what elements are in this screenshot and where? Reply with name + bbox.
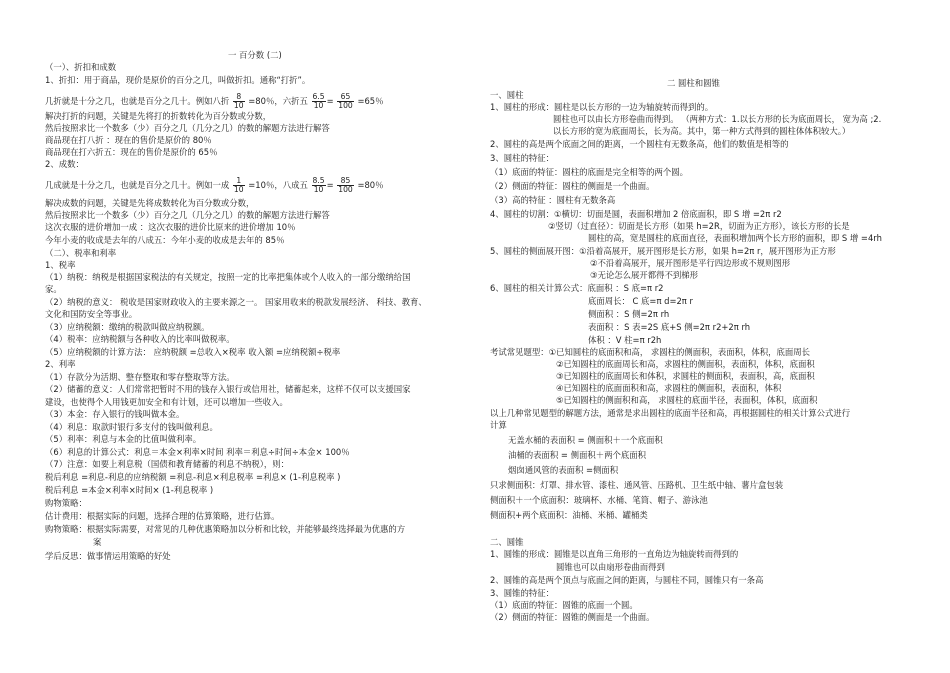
text-line: 1、圆锥的形成：圆锥是以直角三角形的一直角边为轴旋转而得到的 [490,549,739,559]
heading: 一、圆柱 [490,90,524,100]
text-line: 6、圆柱的相关计算公式：底面积 ：S 底=π r2 [490,283,664,293]
text-line: （2）储蓄的意义：人们常常把暂时不用的钱存入银行或信用社，储蓄起来，这样不仅可以支援国家 [45,384,411,394]
formula-line: 几折就是十分之几，也就是百分之几十。例如八折 $\frac{8}{10}$ =80％，六折五 $\frac{6.5}{10}$ = $\frac{65}{100}$ =65％ [45,92,384,110]
text-line: 然后按照求比一个数多（少）百分之几（几分之几）的数的解题方法进行解答 [45,210,330,220]
heading: 购物策略： [45,498,87,508]
text-line: ②竖切（过直径）：切面是长方形（如果 h=2R，切面为正方形），该长方形的长是 [548,221,850,231]
text-line: （2）侧面的特征：圆锥的侧面是一个曲面。 [490,612,655,622]
text-line: 无盖水桶的表面积 = 侧面积＋一个底面积 [508,435,663,445]
section-title: 一 百分数 (二) [228,50,282,60]
text-line: 圆柱也可以由长方形卷曲而得到。 （两种方式：1.以长方形的长为底面周长， 宽为高 ;2. [553,114,882,124]
text-line: （7）注意：如要上利息税（国债和教育储蓄的利息不纳税），则： [45,459,290,469]
text-line: 解决打折的问题，关键是先将打的折数转化为百分数或分数， [45,111,272,121]
formula-line: 底面周长： C 底=π d=2π r [588,296,693,306]
text-fragment: 几成就是十分之几，也就是百分之几十。例如一成 [45,180,230,190]
text-line: 估计费用：根据实际的问题，选择合理的估算策略，进行估算。 [45,511,280,521]
text-line: 圆柱的高，宽是圆柱的底面直径，表面积增加两个长方形的面积，即 S 增 =4rh [588,233,882,243]
text-line: 侧面积+两个底面积：油桶、米桶、罐桶类 [490,510,648,520]
text-line: 2、圆锥的高是两个顶点与底面之间的距离，与圆柱不同，圆锥只有一条高 [490,575,764,585]
text-fragment: =80％ [357,180,384,190]
text-line: 建设，也使得个人用钱更加安全和有计划，还可以增加一些收入。 [45,397,288,407]
text-line: 税后利息 =利息-利息的应纳税额 =利息-利息×利息税率 =利息× (1-利息税率 ) [45,472,341,482]
heading: 1、税率 [45,260,76,270]
text-line: 1、折扣：用于商品，现价是原价的百分之几，叫做折扣。通称“打折”。 [45,75,311,85]
text-line: 然后按照求比一个数多（少）百分之几（几分之几）的数的解题方法进行解答 [45,123,330,133]
text-line: 1、圆柱的形成：圆柱是以长方形的一边为轴旋转而得到的。 [490,102,714,112]
text-line: 烟囱通风管的表面积 =侧面积 [508,465,619,475]
formula-line: 几成就是十分之几，也就是百分之几十。例如一成 $\frac{1}{10}$ =10％，八成五 $\frac{8.5}{10}$ = $\frac{85}{100}$ =80％ [45,176,384,194]
text-line: 4、圆柱的切割：①横切：切面是圆，表面积增加 2 倍底面积，即 S 增 =2π r2 [490,209,782,219]
text-line: ②已知圆柱的底面周长和高，求圆柱的侧面积，表面积，体积，底面积 [556,359,815,369]
fraction: $\frac{8.5}{10}$ [312,176,325,194]
text-line: 这次衣服的进价增加一成 ：这次衣服的进价比原来的进价增加 10％ [45,222,296,232]
text-line: 圆锥也可以由扇形卷曲而得到 [556,562,665,572]
text-line: （6）利息的计算公式：利息＝本金×利率×时间 利率＝利息÷时间÷本金× 100％ [45,447,350,457]
text-line: 购物策略：根据实际需要，对常见的几种优惠策略加以分析和比较，并能够最终选择最为优惠的方 [45,524,406,534]
fraction: $\frac{65}{100}$ [338,92,353,110]
section-title: 二 圆柱和圆锥 [667,78,720,88]
formula-line: 侧面积 ：S 侧=2π rh [588,309,670,319]
text-line: ⑤已知圆柱的侧面积和高， 求圆柱的底面半径，表面积，体积，底面积 [556,395,818,405]
text-line: ④已知圆柱的底面面积和高，求圆柱的侧面积，表面积，体积 [556,383,782,393]
text-line: 考试常见题型：①已知圆柱的底面积和高， 求圆柱的侧面积，表面积，体积，底面周长 [490,347,811,357]
text-line: ③无论怎么展开都得不到梯形 [590,270,699,280]
text-line: 以上几种常见题型的解题方法，通常是求出圆柱的底面半径和高，再根据圆柱的相关计算公式进行 [490,408,851,418]
text-line: （3）高的特征 ：圆柱有无数条高 [490,195,616,205]
text-line: 商品现在打六折五：现在的售价是原价的 65％ [45,147,218,157]
text-fragment: =65％ [357,96,384,106]
text-line: 只求侧面积：灯罩、排水管、漆柱、通风管、压路机、卫生纸中轴、薯片盒包装 [490,480,784,490]
formula-line: 表面积 ：S 表=2S 底+S 侧=2π r2+2π rh [588,322,751,332]
text-line: 案 [93,537,102,547]
text-line: （5）应纳税额的计算方法： 应纳税额 =总收入×税率 收入额 =应纳税额÷税率 [45,347,341,357]
text-line: （5）利率：利息与本金的比值叫做利率。 [45,434,202,444]
text-line: 5、圆柱的侧面展开图：①沿着高展开，展开图形是长方形，如果 h=2π r，展开图形为正方形 [490,246,836,256]
text-fragment: 几折就是十分之几，也就是百分之几十。例如八折 [45,96,230,106]
text-line: 文化和国防安全等事业。 [45,309,138,319]
heading: 3、圆锥的特征： [490,588,554,598]
text-line: （1）存款分为活期、整存整取和零存整取等方法。 [45,372,235,382]
text-line: （4）税率：应纳税额与各种收入的比率叫做税率。 [45,334,235,344]
heading: 3、圆柱的特征： [490,153,554,163]
text-line: 2、圆柱的高是两个底面之间的距离，一个圆柱有无数条高，他们的数值是相等的 [490,139,789,149]
text-line: 以长方形的宽为底面周长，长为高。其中，第一种方式得到的圆柱体体积较大。） [553,126,851,136]
text-line: （3）本金：存入银行的钱叫做本金。 [45,409,185,419]
text-line: （1）底面的特征：圆锥的底面一个圆。 [490,600,638,610]
text-line: 解决成数的问题，关键是先将成数转化为百分数或分数， [45,198,255,208]
heading: （二）、税率和利率 [45,248,117,258]
fraction: $\frac{85}{100}$ [338,176,353,194]
heading: （一）、折扣和成数 [45,62,117,72]
heading: 二、圆锥 [490,537,524,547]
text-line: 家。 [45,284,62,294]
heading: 2、利率 [45,359,76,369]
text-line: 计算 [490,420,507,430]
text-line: 侧面积＋一个底面积：玻璃杯、水桶、笔筒、帽子、游泳池 [490,495,708,505]
text-line: （1）纳税：纳税是根据国家税法的有关规定，按照一定的比率把集体或个人收入的一部分缴纳给国 [45,272,411,282]
text-line: （4）利息：取款时银行多支付的钱叫做利息。 [45,422,218,432]
fraction: $\frac{8}{10}$ [233,92,244,110]
text-line: 今年小麦的收成是去年的八成五：今年小麦的收成是去年的 85％ [45,235,285,245]
formula-line: 体积 ：V 柱=π r2h [588,335,662,345]
fraction: $\frac{6.5}{10}$ [312,92,325,110]
text-line: （2）纳税的意义： 税收是国家财政收入的主要来源之一。 国家用收来的税款发展经济、 科技、教育、 [45,297,427,307]
text-line: （2）侧面的特征：圆柱的侧面是一个曲面。 [490,181,655,191]
text-line: （3）应纳税额：缴纳的税款叫做应纳税额。 [45,322,210,332]
text-line: 学后反思：做事情运用策略的好处 [45,551,171,561]
text-line: ③已知圆柱的底面周长和体积，求圆柱的侧面积，表面积，高，底面积 [556,371,815,381]
text-fragment: =80％，六折五 [248,96,308,106]
text-fragment: =10％，八成五 [248,180,308,190]
text-line: 油桶的表面积 = 侧面积＋两个底面积 [508,450,646,460]
text-line: 税后利息 =本金×利率×时间× (1-利息税率 ) [45,485,214,495]
text-line: 商品现在打八折 ：现在的售价是原价的 80％ [45,135,212,145]
text-line: （1）底面的特征：圆柱的底面是完全相等的两个圆。 [490,167,688,177]
fraction: $\frac{1}{10}$ [233,176,244,194]
text-line: ②不沿着高展开，展开图形是平行四边形或不规则图形 [590,258,791,268]
heading: 2、成数： [45,159,84,169]
